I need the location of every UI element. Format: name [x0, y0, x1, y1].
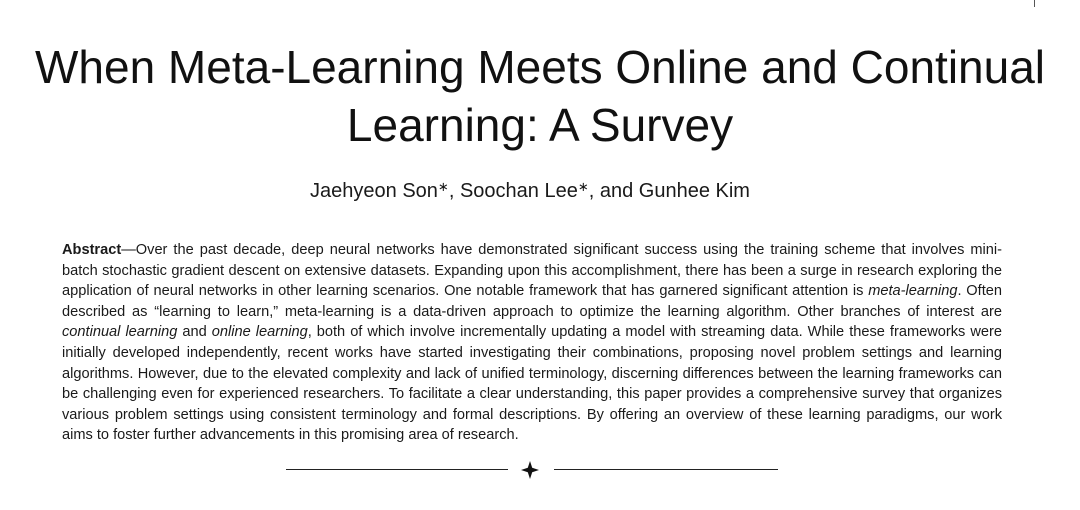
abstract-emphasis-term: continual learning	[62, 324, 178, 341]
divider-rule-right	[554, 469, 778, 470]
author-name: Gunhee Kim	[638, 180, 750, 202]
author-name: Soochan Lee	[459, 180, 578, 202]
abstract	[62, 240, 1002, 446]
four-point-star-icon	[520, 460, 540, 480]
author-list	[0, 176, 1060, 206]
abstract-text: , both of which involve incrementally updating a model with streaming data. While these frameworks were initially developed independently, recent works have started investigating their combinations, proposing novel problem settings and learning algorithms. However, due to the elevated complexity and lack of unified terminology, discerning differences between the learning frameworks can be challenging even for experienced researchers. To facilitate a clear understanding, this paper provides a comprehensive survey that organizes various problem settings using consistent terminology and formal descriptions. By offering an overview of these learning paradigms, our work aims to foster further advancements in this promising area of research.	[62, 324, 1002, 444]
paper-title: When Meta-Learning Meets Online and Continual Learning: A Survey	[34, 41, 1046, 151]
author-separator: , and	[588, 180, 639, 202]
abstract-emphasis-term: online learning	[211, 324, 308, 341]
author-separator: ,	[448, 180, 460, 202]
divider-rule-left	[286, 469, 508, 470]
page-corner-mark	[1034, 0, 1035, 7]
author-name: Jaehyeon Son	[310, 180, 438, 202]
abstract-text: and	[177, 324, 212, 341]
section-divider	[286, 459, 778, 481]
abstract-label: Abstract	[62, 242, 122, 258]
abstract-text: . Often described as “learning to learn,” meta-learning is a data-driven approach to optimize the learning algorithm. Other branches of interest are	[62, 283, 1002, 320]
equal-contribution-mark: ∗	[437, 179, 449, 194]
abstract-text: Over the past decade, deep neural networks have demonstrated significant success using the training scheme that involves mini-batch stochastic gradient descent on extensive datasets. Expanding upon this accomplishment, there has been a surge in research exploring the application of neural networks in other learning scenarios. One notable framework that has garnered significant attention is	[62, 242, 1002, 300]
abstract-dash: —	[121, 242, 136, 258]
equal-contribution-mark: ∗	[577, 179, 589, 194]
abstract-emphasis-term: meta-learning	[868, 283, 958, 300]
